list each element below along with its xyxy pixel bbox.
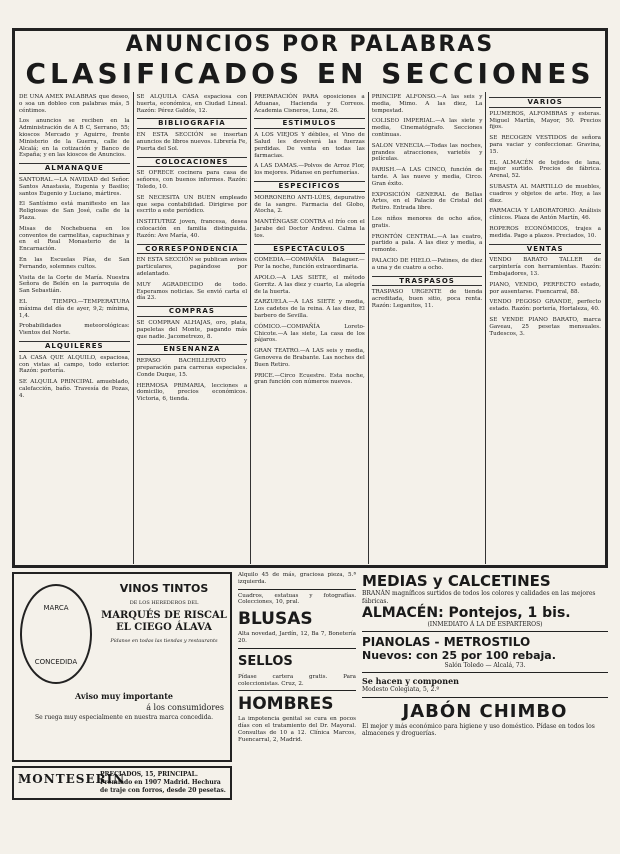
classified-ad: El Santísimo está manifiesto en las Religiosas de San José, calle de la Plaza. xyxy=(19,201,130,221)
classified-ad: VENDO PEGOSO GRANDE, perfecto estado. Razón: portería, Hortaleza, 40. xyxy=(489,299,601,313)
classified-ad: PRINCIPE ALFONSO.—A las seis y media, Mimo. A las diez, La tempestad. xyxy=(371,94,483,114)
pianolas-offer: Nuevos: con 25 por 100 rebaja. xyxy=(362,649,556,662)
display-ads xyxy=(12,572,608,846)
section-heading: ESPECÍFICOS xyxy=(254,181,365,192)
column-3 xyxy=(251,92,369,564)
pianolas-heading: PIANOLAS - METROSTILO xyxy=(362,635,531,649)
seal-top-text: MARCA xyxy=(43,604,69,612)
classified-ad: INSTITUTRIZ joven, francesa, desea colocación en familia distinguida. Razón: Ave María, 40. xyxy=(136,219,248,239)
almacen-address: ALMACÉN: Pontejos, 1 bis. xyxy=(362,605,571,621)
classified-ad: COLISEO IMPERIAL.—A las siete y media, Cinematógrafo. Secciones continuas. xyxy=(371,118,483,138)
monteserin-text: PRECIADOS, 15, PRINCIPAL. Premiado en 1907 Madrid. Hechura de traje con forros, desde 20 pesetas. xyxy=(100,771,226,794)
section-heading: ESTÍMULOS xyxy=(254,118,365,129)
almacen-sub: (INMEDIATO Á LA DE ESPARTEROS) xyxy=(427,621,543,628)
column-2 xyxy=(134,92,252,564)
classified-ad: Probabilidades meteorológicas: Vientos del Norte. xyxy=(19,323,130,337)
colegiata: Modesto Colegiata, 5, 2.º xyxy=(362,686,440,693)
divider xyxy=(362,631,608,632)
vinos-tintos-ad xyxy=(12,572,232,762)
column-1 xyxy=(16,92,134,564)
vinos-big-2: EL CIEGO ÁLAVA xyxy=(116,622,212,633)
section-heading: TRASPASOS xyxy=(372,276,483,287)
classified-ad: SE NECESITA UN BUEN empleado que sepa contabilidad. Dirigirse por escrito a este periódico. xyxy=(136,194,248,215)
classified-ad: ZARZUELA.—A LAS SIETE y media, Los cadetes de la reina. A las diez, El barbero de Sevilla. xyxy=(254,299,365,319)
header-line-2: CLASIFICADOS EN SECCIONES xyxy=(25,57,595,90)
divider xyxy=(238,589,356,590)
vinos-small: DE LOS HEREDEROS DEL xyxy=(129,600,199,606)
classified-ad: EN ESTA SECCIÓN se insertan anuncios de libros nuevos. Librería Fe, Puerta del Sol. xyxy=(136,132,248,152)
divider xyxy=(238,648,356,649)
classified-ad: PIANO, VENDO, PERFECTO estado, por ausentarse. Fuencarral, 88. xyxy=(489,281,601,295)
classified-columns xyxy=(16,92,604,564)
classified-ad: GRAN TEATRO.—A LAS seis y media, Genoveva de Brabante. Las noches del Buen Retiro. xyxy=(254,348,365,368)
header-line-1: ANUNCIOS POR PALABRAS xyxy=(125,32,495,57)
section-heading: COLOCACIONES xyxy=(137,157,248,168)
monteserin-ad xyxy=(12,766,232,800)
classified-ad: SALON VENECIA.—Todas las noches, grandes atracciones, varietés y películas. xyxy=(371,142,483,163)
vinos-sub: Pídanse en todas las tiendas y restaurants xyxy=(110,638,218,644)
classified-ad: MUY AGRADECIDO de todo. Esperamos noticias. Se envió carta el día 23. xyxy=(136,281,248,302)
section-heading: VARIOS xyxy=(489,97,601,108)
column-4 xyxy=(369,92,487,564)
vinos-big-1: MARQUÉS DE RISCAL xyxy=(101,610,227,621)
classified-ad: APOLO.—A LAS SIETE, el método Gorritz. A las diez y cuarto, La alegría de la huerta. xyxy=(254,274,365,295)
classified-ad: SE ALQUILA CASA espaciosa con huerta, económica, en Ciudad Lineal. Razón: Pérez Galdós, 12. xyxy=(136,94,248,114)
classified-ad: COMEDIA.—COMPAÑÍA Balaguer.—Por la noche, función extraordinaria. xyxy=(254,257,365,271)
medias-title: MEDIAS y CALCETINES xyxy=(362,572,551,590)
section-heading: ENSEÑANZA xyxy=(137,344,248,355)
classified-ad: SE ALQUILA PRINCIPAL amueblado, calefacción, baño. Travesía de Pozas, 4. xyxy=(19,379,130,399)
classified-ad: REPASO BACHILLERATO y preparación para carreras especiales. Conde Duque, 15. xyxy=(136,358,248,378)
brand-seal xyxy=(20,584,92,684)
vinos-big xyxy=(100,610,228,634)
section-heading: VENTAS xyxy=(489,244,601,255)
classified-ad: EXPOSICIÓN GENERAL de Bellas Artes, en el Palacio de Cristal del Retiro. Entrada libre. xyxy=(371,191,483,212)
classified-ad: Visita de la Corte de María. Nuestra Señora de Belén en la parroquia de San Sebastián. xyxy=(19,274,130,295)
classified-ad: PARISH.—A LAS CINCO, función de tarde. A las nueve y media, Circo. Gran éxito. xyxy=(371,167,483,187)
classified-ad: FRONTÓN CENTRAL.—A las cuatro, partido a pala. A las diez y media, a remonte. xyxy=(371,233,483,254)
se-hacen: Se hacen y componen xyxy=(362,676,459,686)
classified-ad: SE RECOGEN VESTIDOS de señora para vaciar y confeccionar. Gravina, 15. xyxy=(489,135,601,155)
classified-ad: Los anuncios se reciben en la Administración de A B C, Serrano, 55; kioscos Mercado y Aguirre, frente Ministerio de la Guerra, calle de Alcalá; en la cotización y Banco de España; y en las kioscos de Anuncios. xyxy=(19,118,130,159)
divider xyxy=(238,690,356,691)
classified-ad: PALACIO DE HIELO.—Patines, de diez a una y de cuatro a ocho. xyxy=(371,257,483,271)
mid-p1: Alquilo 45 de más, graciosa pieza, 5.ª izquierda. xyxy=(238,572,356,585)
classified-ad: PLUMEROS, ALFOMBRAS y esteras. Miguel Martín, Mayor, 50. Precios fijos. xyxy=(489,110,601,131)
section-heading: COMPRAS xyxy=(137,306,248,317)
medias-ad xyxy=(362,572,608,846)
classified-ad: A LAS DAMAS.—Polvos de Arroz Flor, los mejores. Pídanse en perfumerías. xyxy=(254,163,365,177)
section-heading: ALQUILERES xyxy=(19,341,130,352)
classified-ad: SE OFRECE cocinera para casa de señores, con buenos informes. Razón: Toledo, 10. xyxy=(136,170,248,190)
classified-ad: EL TIEMPO.—TEMPERATURA máxima del día de ayer, 9,2; mínima, 1,4. xyxy=(19,298,130,319)
section-heading: ALMANAQUE xyxy=(19,163,130,174)
jabon-text: El mejor y más económico para higiene y uso doméstico. Pídase en todos los almacenes y droguerías. xyxy=(362,722,595,737)
vinos-title: VINOS TINTOS xyxy=(119,582,209,595)
classified-ad: MORRONERO ANTI-LÚES, depurativo de la sangre. Farmacia del Globo, Atocha, 2. xyxy=(254,194,365,215)
middle-ads xyxy=(238,572,356,846)
vinos-aviso xyxy=(24,690,224,722)
classified-ad: PRICE.—Circo Ecuestre. Esta noche, gran función con números nuevos. xyxy=(254,372,365,386)
classified-ad: TRASPASO URGENTE de tienda acreditada, buen sitio, poca renta. Razón: Leganitos, 11. xyxy=(371,289,483,309)
classified-ad: Misas de Nochebuena en los conventos de carmelitas, capuchinas y en el Real Monasterio de la Encarnación. xyxy=(19,225,130,253)
classified-ad: LA CASA QUE ALQUILO, espaciosa, con vistas al campo, todo exterior. Razón: portería. xyxy=(19,354,130,375)
classified-ad: CÓMICO.—COMPAÑÍA Loreto-Chicote.—A las siete, La casa de los pájaros. xyxy=(254,323,365,344)
jabon-heading: JABÓN CHIMBO xyxy=(402,700,568,722)
classified-ad: HERMOSA PRIMARIA, lecciones a domicilio, precios económicos. Victoria, 6, tienda. xyxy=(136,382,248,403)
hombres-heading: HOMBRES xyxy=(238,694,334,715)
section-heading: BIBLIOGRAFÍA xyxy=(137,118,248,129)
section-heading: ESPECTÁCULOS xyxy=(254,244,365,255)
mid-p3: Alta novedad, Jardín, 12, Ba 7, Bonetería 20. xyxy=(238,631,356,644)
classified-ad: SUBASTA AL MARTILLO de muebles, cuadros y objetos de arte. Hoy, a las diez. xyxy=(489,183,601,204)
classified-ad: DE UNA AMEX PALABRAS que deseo, o soa un dobleo con palabras más, 5 céntimos. xyxy=(19,94,130,114)
mid-p5: La impotencia genital se cura en pocos días con el tratamiento del Dr. Mayoral. Consultas de 10 a 12. Clínica Marcos, Fuencarral, 2, Madrid. xyxy=(238,716,356,743)
classified-ad: SANTORAL.—LA NAVIDAD del Señor. Santos Anastasia, Eugenia y Basilio; santos Eugenio y Luciano, mártires. xyxy=(19,176,130,197)
classified-ad: En las Escuelas Pías, de San Fernando, solemnes cultos. xyxy=(19,256,130,270)
section-heading: CORRESPONDENCIA xyxy=(137,244,248,255)
divider xyxy=(362,672,608,673)
divider xyxy=(362,697,608,698)
classified-ad: SE VENDE PIANO BARATO, marca Gaveau, 25 pesetas mensuales. Tudescos, 3. xyxy=(489,316,601,337)
classified-ad: A LOS VIEJOS Y débiles, el Vino de Salud les devolverá las fuerzas perdidas. De venta en todas las farmacias. xyxy=(254,132,365,159)
pianolas-address: Salón Toledo — Alcalá, 73. xyxy=(444,662,526,669)
aviso-3: Se ruega muy especialmente en nuestra marca concedida. xyxy=(34,714,214,721)
classified-ad: SE COMPRAN ALHAJAS, oro, plata, papeletas del Monte, pagando más que nadie. Jacometrezo, 8. xyxy=(136,319,248,340)
classified-ad: EN ESTA SECCIÓN se publican avisos particulares, pagándose por adelantado. xyxy=(136,257,248,277)
classified-ad: ROPEROS ECONÓMICOS, trajes a medida. Pago a plazos. Preciados, 10. xyxy=(489,225,601,239)
classified-header xyxy=(16,32,604,90)
classified-ad: Los niños menores de ocho años, gratis. xyxy=(371,215,483,229)
aviso-2: á los consumidores xyxy=(146,703,224,712)
classified-ad: MANTÉNGASE CONTRA el frío con el Jarabe del Doctor Andreu. Calma la tos. xyxy=(254,219,365,239)
classified-ad: FARMACIA Y LABORATORIO. Análisis clínicos. Plaza de Antón Martín, 46. xyxy=(489,208,601,222)
medias-line: BRANÁN magníficos surtidos de todos los colores y calidades en las mejores fábricas. xyxy=(362,590,596,605)
column-5 xyxy=(486,92,604,564)
blusas-heading: BLUSAS xyxy=(238,609,313,630)
classified-ad: EL ALMACÉN de tejidos de lana, mejor surtido. Precios de fábrica. Arenal, 52. xyxy=(489,159,601,180)
sellos-heading: SELLOS xyxy=(238,653,293,669)
classified-ad: PREPARACIÓN PARA oposiciones a Aduanas, Hacienda y Correos. Academia Cisneros, Luna, 26. xyxy=(254,94,365,114)
monteserin-logo: MONTESERIN xyxy=(18,772,126,786)
classified-ad: VENDO BARATO TALLER de carpintería con herramientas. Razón: Embajadores, 13. xyxy=(489,257,601,277)
seal-bottom-text: CONCEDIDA xyxy=(34,658,78,666)
aviso-1: Aviso muy importante xyxy=(74,691,174,701)
mid-p4: Pídase cartera gratis. Para coleccionistas. Cruz, 2. xyxy=(238,673,356,687)
mid-p2: Cuadros, estatuas y fotografías. Colecciones, 10, pral. xyxy=(238,592,356,606)
